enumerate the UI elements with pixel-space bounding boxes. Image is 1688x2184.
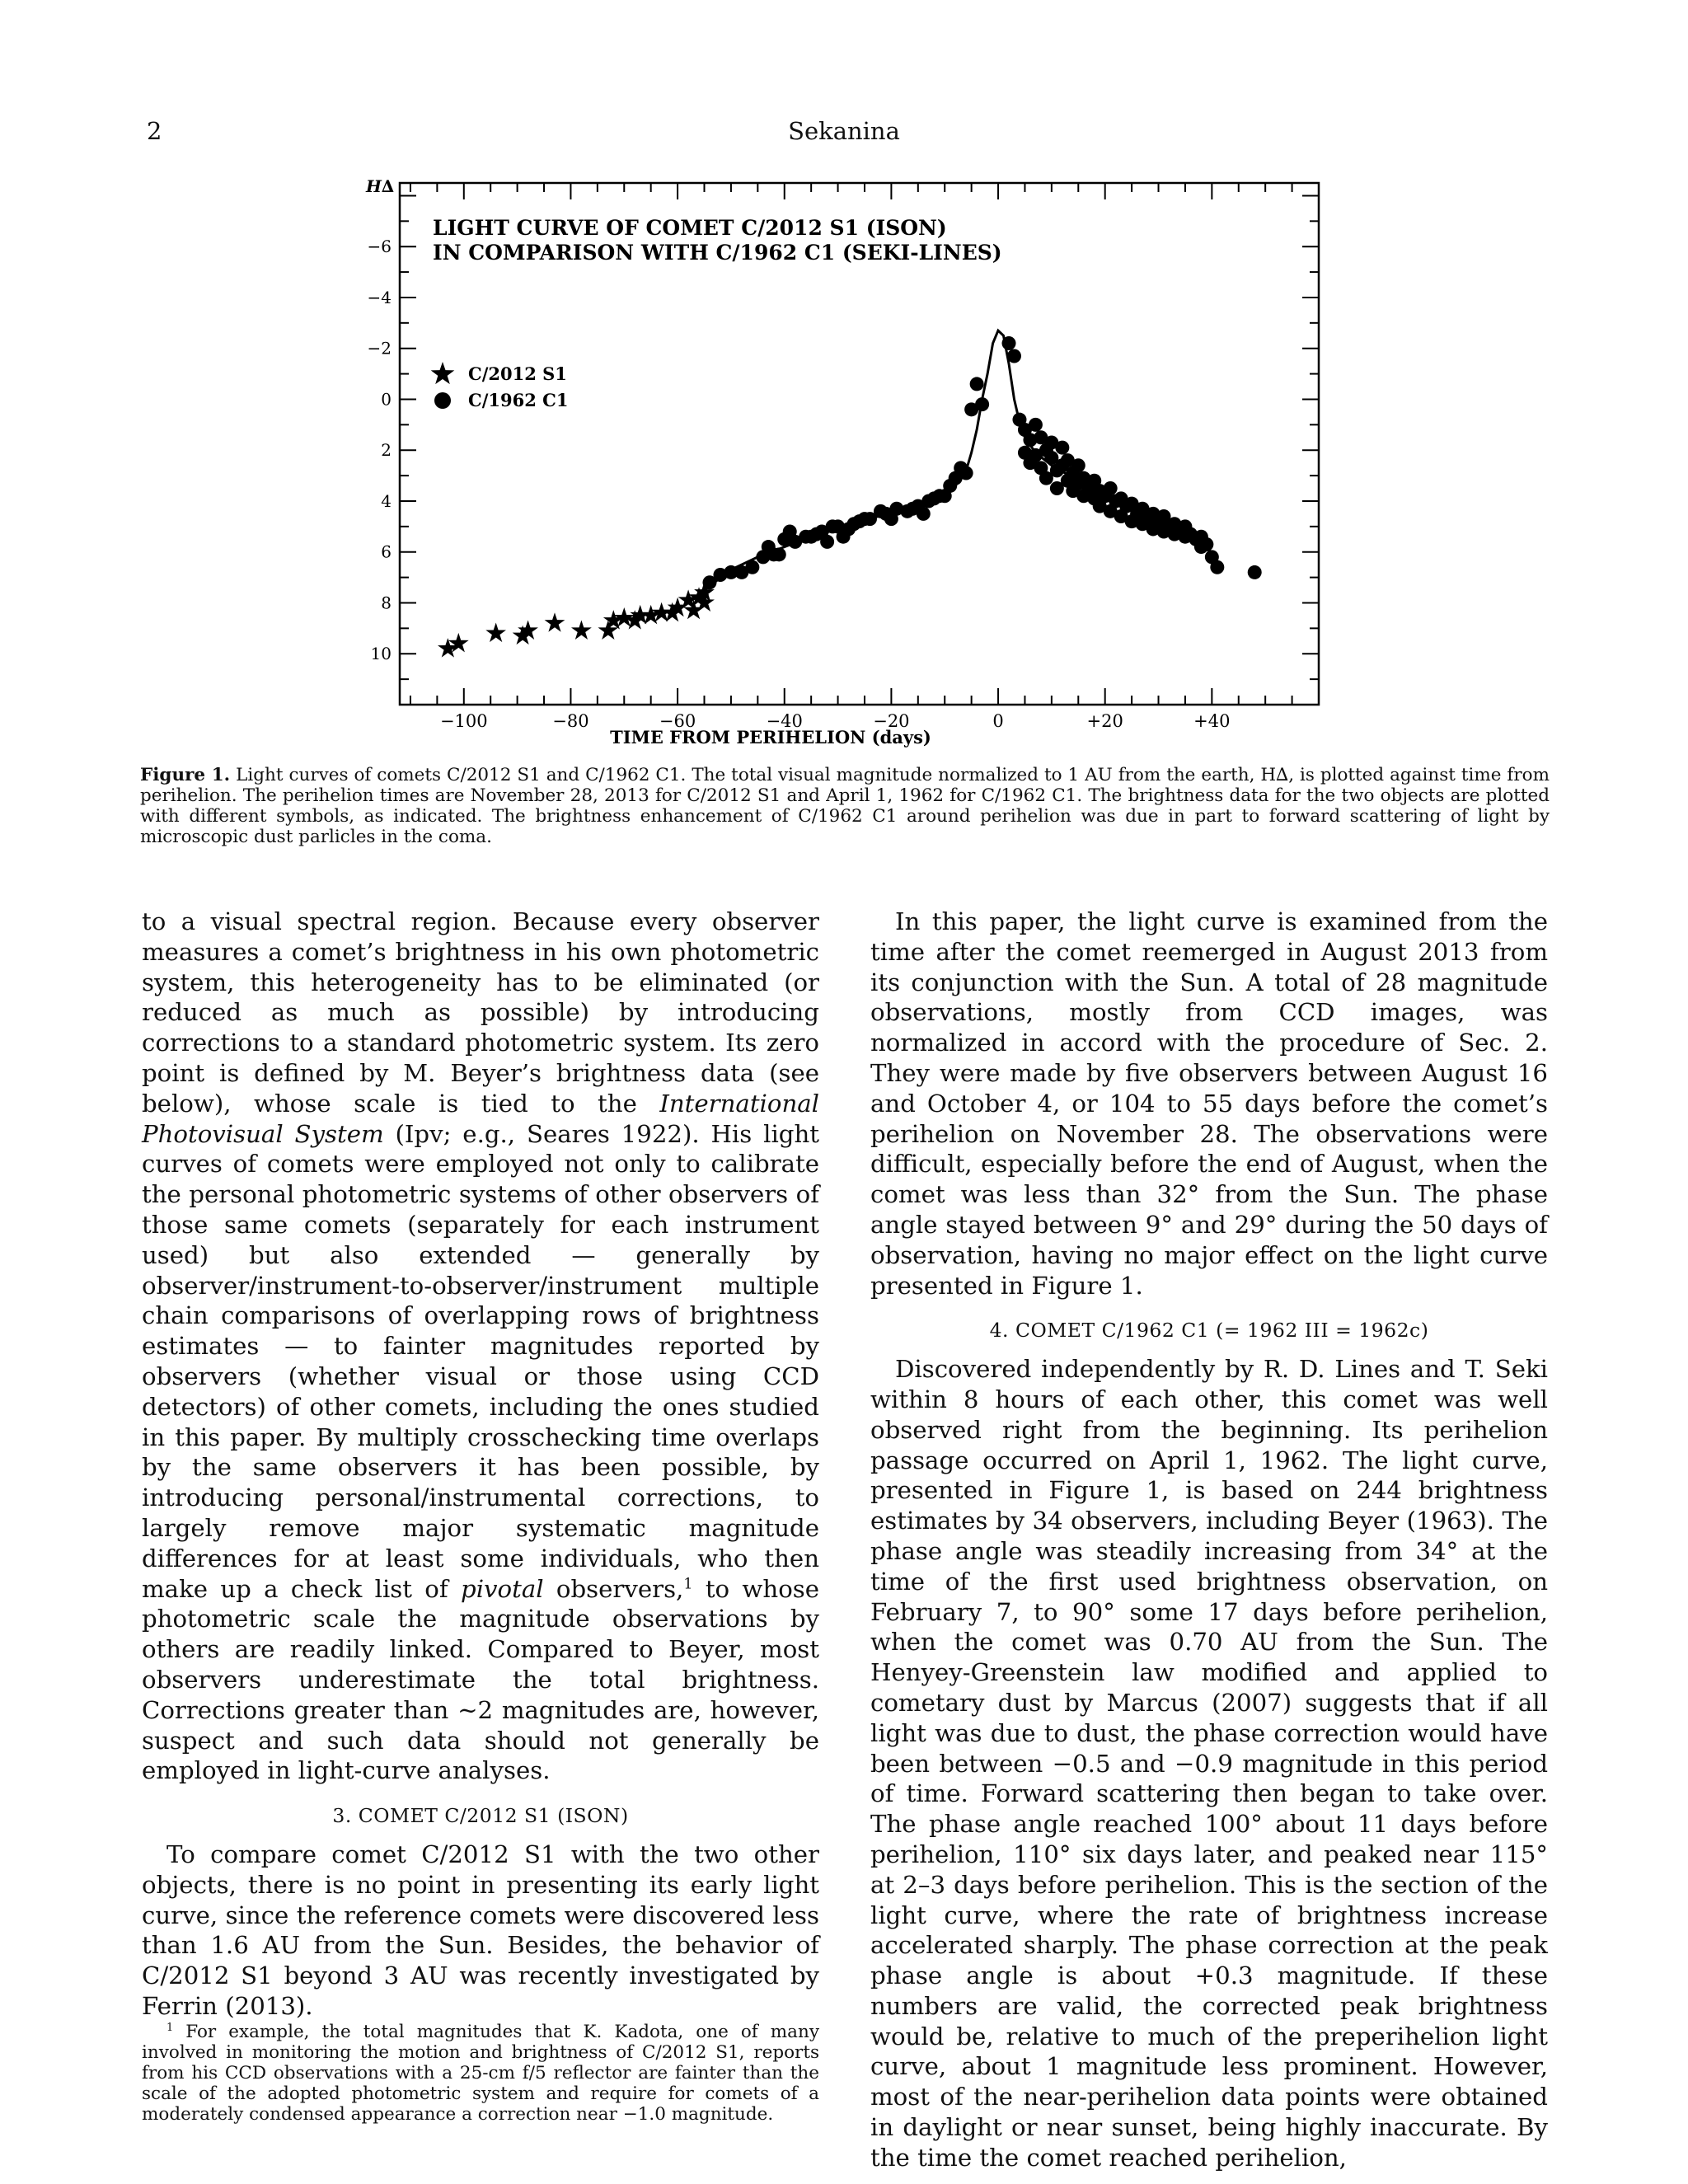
circle-point xyxy=(772,547,786,561)
data-points xyxy=(438,336,1262,658)
legend-dot-icon xyxy=(434,392,451,409)
circle-point xyxy=(970,377,984,391)
x-tick-label: +40 xyxy=(1193,711,1231,731)
y-tick-label: −4 xyxy=(367,287,392,307)
y-tick-label: 2 xyxy=(381,440,392,461)
figure-caption xyxy=(140,765,1550,847)
legend xyxy=(431,362,569,410)
circle-point xyxy=(1029,418,1043,432)
section-heading-4: 4. COMET C/1962 C1 (= 1962 III = 1962c) xyxy=(989,1319,1429,1343)
y-tick-label: −2 xyxy=(367,338,392,359)
tick-labels xyxy=(368,237,1231,731)
right-paragraph-2: Discovered independently by R. D. Lines and T. Seki within 8 hours of each other, this comet was well observed right from the beginning. Its perihelion passage occurred on April 1, 1962. The light curve, presented in Figure 1, is based on 244 brightness estimates by 34 observers, including Beyer (1963). The phase angle was steadily increasing from 34° at the time of the first used brightness observation, on February 7, to 90° some 17 days before perihelion, when the comet was 0.70 AU from the Sun. The Henyey-Greenstein law modified and applied to cometary dust by Marcus (2007) suggests that if all light was due to dust, the phase correction would have been between −0.5 and −0.9 magnitude in this period of time. Forward scattering then began to take over. The phase angle reached 100° about 11 days before perihelion, 110° six days later, and peaked near 115° at 2–3 days before perihelion. This is the section of the light curve, where the rate of brightness increase accelerated sharply. The phase correction at the peak phase angle is about +0.3 magnitude. If these numbers are valid, the corrected peak brightness would be, relative to much of the preperihelion light curve, about 1 magnitude less prominent. However, most of the near-perihelion data points were obtained in daylight or near sunset, being highly inaccurate. By the time the comet reached perihelion, xyxy=(870,1355,1548,2172)
y-tick-label: 4 xyxy=(381,490,392,511)
y-tick-label: 8 xyxy=(381,593,392,613)
circle-point xyxy=(975,397,989,411)
right-column xyxy=(870,907,1548,2173)
circle-point xyxy=(1199,537,1213,551)
running-head: Sekanina xyxy=(788,117,900,145)
circle-point xyxy=(1210,560,1224,574)
y-tick-label: 10 xyxy=(370,644,392,664)
y-tick-label: 0 xyxy=(381,389,392,410)
caption-label: Figure 1. xyxy=(140,765,231,785)
x-tick-label: −100 xyxy=(439,711,488,731)
circle-point xyxy=(820,535,834,549)
x-tick-label: −20 xyxy=(873,711,910,731)
circle-point xyxy=(1248,565,1262,579)
left-column xyxy=(142,907,819,2125)
x-tick-label: −60 xyxy=(659,711,696,731)
legend-label-c2012s1: C/2012 S1 xyxy=(468,363,567,384)
section-heading-3: 3. COMET C/2012 S1 (ISON) xyxy=(332,1804,629,1828)
circle-point xyxy=(1002,336,1016,350)
left-paragraph-2: To compare comet C/2012 S1 with the two other objects, there is no point in presenting its early light curve, since the reference comets were discovered less than 1.6 AU from the Sun. Besides, the behavior of C/2012 S1 beyond 3 AU was recently investigated by Ferrin (2013). xyxy=(142,1840,819,2020)
x-tick-label: 0 xyxy=(992,711,1004,731)
caption-text: Light curves of comets C/2012 S1 and C/1962 C1. The total visual magnitude normalized to 1 AU from the earth, H∆, is plotted against time from perihelion. The perihelion times are November 28, 2013 for C/2012 S1 and April 1, 1962 for C/1962 C1. The brightness data for the two objects are plotted with different symbols, as indicated. The brightness enhancement of C/1962 C1 around perihelion was due in part to forward scattering of light by microscopic dust parlicles in the coma. xyxy=(140,765,1550,847)
y-tick-label: −6 xyxy=(367,237,392,257)
page-header xyxy=(0,117,1688,150)
circle-point xyxy=(959,466,973,480)
light-curve-chart xyxy=(346,173,1335,750)
circle-point xyxy=(1007,349,1021,363)
y-tick-label: 6 xyxy=(381,541,392,562)
star-point xyxy=(571,621,592,640)
legend-star-icon xyxy=(431,362,455,384)
circle-point xyxy=(1071,458,1085,472)
footnote: $^1$ For example, the total magnitudes that K. Kadota, one of many involved in monitoring the motion and brightness of C/2012 S1, reports from his CCD observations with a 25-cm f/5 reflector are fainter than the scale of the adopted photometric system and require for comets of a moderately condensed appearance a correction near −1.0 magnitude. xyxy=(142,2021,819,2125)
circle-point xyxy=(745,560,759,574)
legend-label-c1962c1: C/1962 C1 xyxy=(468,390,569,410)
star-point xyxy=(545,612,565,632)
star-point xyxy=(485,623,506,643)
page-number: 2 xyxy=(147,117,162,145)
y-axis-label: H∆ xyxy=(366,176,394,196)
chart-subtitle: IN COMPARISON WITH C/1962 C1 (SEKI-LINES) xyxy=(433,241,1002,265)
x-tick-label: −40 xyxy=(766,711,803,731)
right-paragraph-1: In this paper, the light curve is examined from the time after the comet reemerged in August 2013 from its conjunction with the Sun. A total of 28 magnitude observations, mostly from CCD images, was normalized in accord with the procedure of Sec. 2. They were made by five observers between August 16 and October 4, or 104 to 55 days before the comet’s perihelion on November 28. The observations were difficult, especially before the end of August, when the comet was less than 32° from the Sun. The phase angle stayed between 9° and 29° during the 50 days of observation, having no major effect on the light curve presented in Figure 1. xyxy=(870,907,1548,1300)
circle-point xyxy=(1055,441,1069,455)
x-tick-label: −80 xyxy=(552,711,589,731)
x-axis-label: TIME FROM PERIHELION (days) xyxy=(610,727,931,748)
chart-title: LIGHT CURVE OF COMET C/2012 S1 (ISON) xyxy=(433,216,947,240)
x-tick-label: +20 xyxy=(1086,711,1123,731)
circle-point xyxy=(1104,481,1118,495)
circle-point xyxy=(917,507,931,521)
left-paragraph-1: to a visual spectral region. Because every observer measures a comet’s brightness in his own photometric system, this heterogeneity has to be eliminated (or reduced as much as possible) by introducing corrections to a standard photometric system. Its zero point is defined by M. Beyer’s brightness data (see below), whose scale is tied to the International Photovisual System (Ipv; e.g., Seares 1922). His light curves of comets were employed not only to calibrate the personal photometric systems of other observers of those same comets (separately for each instrument used) but also extended — generally by observer/instrument-to-observer/instrument multiple chain comparisons of overlapping rows of brightness estimates — to fainter magnitudes reported by observers (whether visual or those using CCD detectors) of other comets, including the ones studied in this paper. By multiply crosschecking time overlaps by the same observers it has been possible, by introducing personal/instrumental corrections, to largely remove major systematic magnitude differences for at least some individuals, who then make up a check list of pivotal observers,$^1$ to whose photometric scale the magnitude observations by others are readily linked. Compared to Beyer, most observers underestimate the total brightness. Corrections greater than ∼2 magnitudes are, however, suspect and such data should not generally be employed in light-curve analyses. xyxy=(142,907,820,1785)
